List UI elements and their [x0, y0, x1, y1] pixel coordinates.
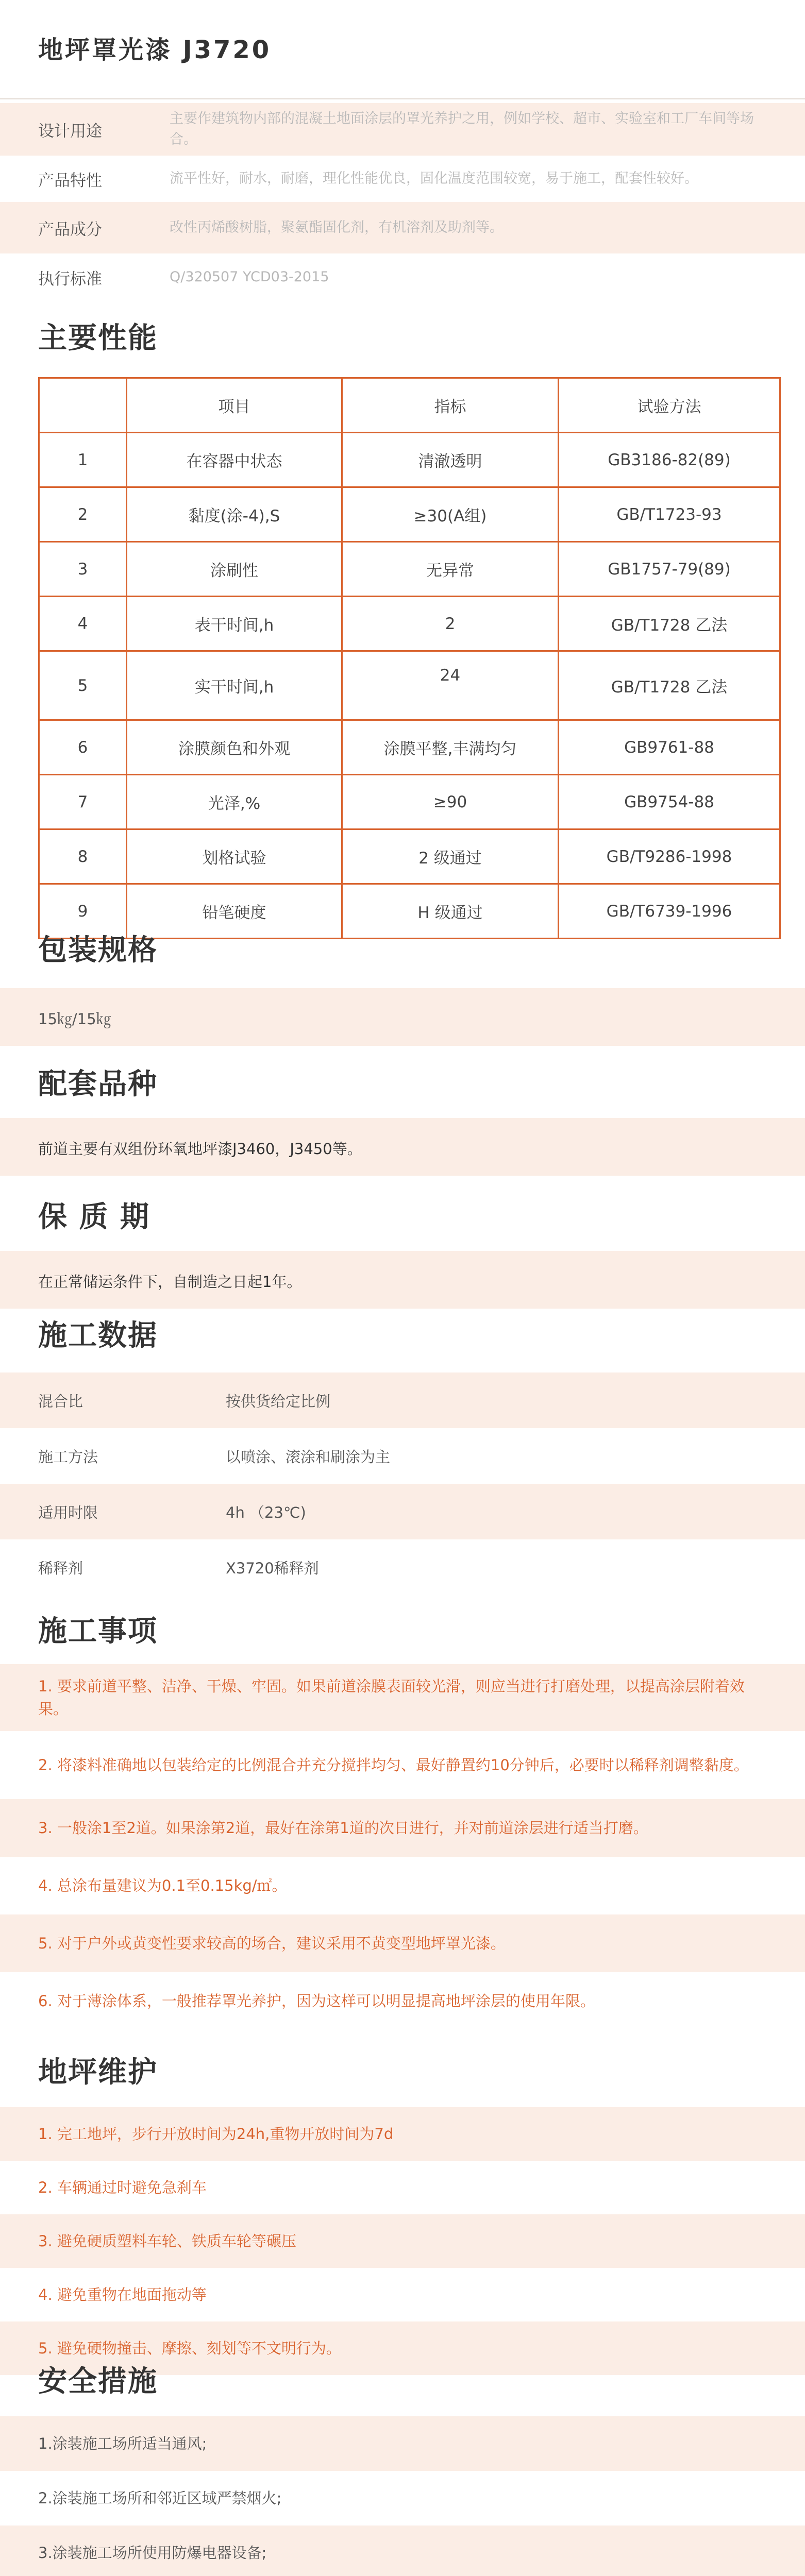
table-cell: GB/T6739-1996: [559, 884, 780, 939]
safety-item: [0, 2471, 805, 2526]
table-cell: GB9754-88: [559, 775, 780, 829]
table-cell: 涂膜平整,丰满均匀: [342, 720, 559, 775]
table-cell: GB9761-88: [559, 720, 780, 775]
table-cell: GB1757-79(89): [559, 542, 780, 597]
shelf-life-text: 在正常储运条件下，自制造之日起1年。: [38, 1273, 302, 1291]
packaging-band: [0, 988, 805, 1046]
construction-data-row: [0, 1539, 805, 1595]
construction-data-value: 4h （23℃): [226, 1503, 306, 1521]
maintenance-text: 1. 完工地坪，步行开放时间为24h,重物开放时间为7d: [38, 2125, 394, 2143]
table-cell: 3: [39, 542, 127, 597]
construction-data-label: 混合比: [38, 1392, 83, 1410]
table-cell: 表干时间,h: [127, 597, 342, 651]
table-cell: 4: [39, 597, 127, 651]
construction-note-item: [0, 1731, 805, 1799]
table-cell: 清澈透明: [342, 433, 559, 487]
construction-note-text: 4. 总涂布量建议为0.1至0.15kg/㎡。: [38, 1877, 287, 1894]
table-cell: 6: [39, 720, 127, 775]
table-row: [39, 487, 780, 542]
maintenance-item: [0, 2214, 805, 2268]
table-cell: 2: [342, 597, 559, 651]
maintenance-text: 2. 车辆通过时避免急刹车: [38, 2179, 207, 2196]
construction-note-item: [0, 1972, 805, 2030]
table-header-cell: 指标: [342, 378, 559, 433]
table-cell: 24: [342, 651, 559, 720]
table-row: [39, 542, 780, 597]
maintenance-text: 3. 避免硬质塑料车轮、铁质车轮等碾压: [38, 2232, 296, 2250]
table-cell: 铅笔硬度: [127, 884, 342, 939]
table-row: [39, 433, 780, 487]
maintenance-item: [0, 2107, 805, 2161]
info-value: 主要作建筑物内部的混凝土地面涂层的罩光养护之用，例如学校、超市、实验室和工厂车间等场合。: [170, 111, 754, 147]
safety-text: 1.涂装施工场所适当通风;: [38, 2435, 207, 2452]
section-title-maintenance: 地坪维护: [38, 2056, 158, 2089]
table-cell: 8: [39, 829, 127, 884]
product-title: 地坪罩光漆 J3720: [38, 36, 272, 64]
info-row-standard: [0, 253, 805, 301]
table-cell: ≥30(A组): [342, 487, 559, 542]
packaging-text: 15㎏/15㎏: [38, 1010, 111, 1028]
table-cell: GB/T1728 乙法: [559, 597, 780, 651]
info-label: 产品成分: [38, 220, 102, 239]
construction-note-item: [0, 1799, 805, 1857]
construction-data-row: [0, 1484, 805, 1539]
construction-data-label: 稀释剂: [38, 1559, 83, 1577]
section-title-safety: 安全措施: [38, 2365, 158, 2398]
table-cell: 划格试验: [127, 829, 342, 884]
safety-text: 2.涂装施工场所和邻近区域严禁烟火;: [38, 2489, 282, 2507]
construction-data-label: 适用时限: [38, 1503, 98, 1521]
info-label: 执行标准: [38, 269, 102, 289]
section-title-performance: 主要性能: [38, 321, 158, 355]
safety-item: [0, 2526, 805, 2576]
construction-note-item: [0, 1914, 805, 1972]
construction-data-value: 以喷涂、滚涂和刷涂为主: [226, 1448, 391, 1466]
section-title-shelf-life: 保 质 期: [38, 1200, 150, 1234]
table-row: [39, 775, 780, 829]
construction-note-text: 1. 要求前道平整、洁净、干燥、牢固。如果前道涂膜表面较光滑，则应当进行打磨处理，以提高涂层附着效果。: [38, 1677, 745, 1718]
construction-data-value: X3720稀释剂: [226, 1559, 319, 1577]
table-cell: GB/T1723-93: [559, 487, 780, 542]
table-cell: 在容器中状态: [127, 433, 342, 487]
info-label: 产品特性: [38, 171, 102, 190]
info-value: Q/320507 YCD03-2015: [170, 269, 329, 285]
info-label: 设计用途: [38, 122, 102, 141]
maintenance-text: 5. 避免硬物撞击、摩擦、刻划等不文明行为。: [38, 2340, 341, 2357]
construction-data-row: [0, 1372, 805, 1428]
section-title-construction-notes: 施工事项: [38, 1615, 158, 1648]
construction-data-value: 按供货给定比例: [226, 1392, 331, 1410]
table-header-row: [39, 378, 780, 433]
table-header-cell: 项目: [127, 378, 342, 433]
info-value: 流平性好，耐水，耐磨，理化性能优良，固化温度范围较宽，易于施工，配套性较好。: [170, 171, 698, 187]
construction-note-item: [0, 1664, 805, 1731]
table-cell: 7: [39, 775, 127, 829]
table-row: [39, 829, 780, 884]
table-row: [39, 597, 780, 651]
construction-note-item: [0, 1857, 805, 1914]
info-row-features: [0, 156, 805, 202]
construction-data-label: 施工方法: [38, 1448, 98, 1466]
matching-text: 前道主要有双组份环氧地坪漆J3460，J3450等。: [38, 1140, 362, 1158]
construction-note-text: 5. 对于户外或黄变性要求较高的场合，建议采用不黄变型地坪罩光漆。: [38, 1935, 506, 1952]
table-header-cell: [39, 378, 127, 433]
table-cell: 实干时间,h: [127, 651, 342, 720]
maintenance-item: [0, 2268, 805, 2321]
info-row-purpose: [0, 103, 805, 156]
safety-item: [0, 2416, 805, 2471]
info-row-composition: [0, 202, 805, 253]
table-row: [39, 651, 780, 720]
construction-note-text: 2. 将漆料准确地以包装给定的比例混合并充分搅拌均匀、最好静置约10分钟后，必要时以稀释剂调整黏度。: [38, 1756, 749, 1774]
table-cell: GB/T1728 乙法: [559, 651, 780, 720]
table-cell: 2 级通过: [342, 829, 559, 884]
table-cell: 涂膜颜色和外观: [127, 720, 342, 775]
table-cell: GB/T9286-1998: [559, 829, 780, 884]
table-cell: GB3186-82(89): [559, 433, 780, 487]
table-cell: 2: [39, 487, 127, 542]
section-title-packaging: 包装规格: [38, 934, 158, 967]
table-cell: 1: [39, 433, 127, 487]
maintenance-item: [0, 2161, 805, 2214]
table-cell: 黏度(涂-4),S: [127, 487, 342, 542]
safety-text: 3.涂装施工场所使用防爆电器设备;: [38, 2544, 267, 2562]
table-cell: 光泽,%: [127, 775, 342, 829]
table-header-cell: 试验方法: [559, 378, 780, 433]
table-cell: 涂刷性: [127, 542, 342, 597]
performance-table: [38, 377, 781, 939]
construction-note-text: 3. 一般涂1至2道。如果涂第2道，最好在涂第1道的次日进行，并对前道涂层进行适当打磨。: [38, 1819, 648, 1837]
section-title-construction-data: 施工数据: [38, 1319, 158, 1352]
table-cell: ≥90: [342, 775, 559, 829]
section-title-matching: 配套品种: [38, 1067, 158, 1101]
title-divider: [0, 98, 805, 99]
table-cell: 无异常: [342, 542, 559, 597]
table-row: [39, 720, 780, 775]
maintenance-text: 4. 避免重物在地面拖动等: [38, 2286, 207, 2303]
info-value: 改性丙烯酸树脂，聚氨酯固化剂，有机溶剂及助剂等。: [170, 219, 504, 235]
construction-note-text: 6. 对于薄涂体系，一般推荐罩光养护，因为这样可以明显提高地坪涂层的使用年限。: [38, 1992, 595, 2010]
table-cell: H 级通过: [342, 884, 559, 939]
table-cell: 9: [39, 884, 127, 939]
construction-data-row: [0, 1428, 805, 1484]
table-cell: 5: [39, 651, 127, 720]
